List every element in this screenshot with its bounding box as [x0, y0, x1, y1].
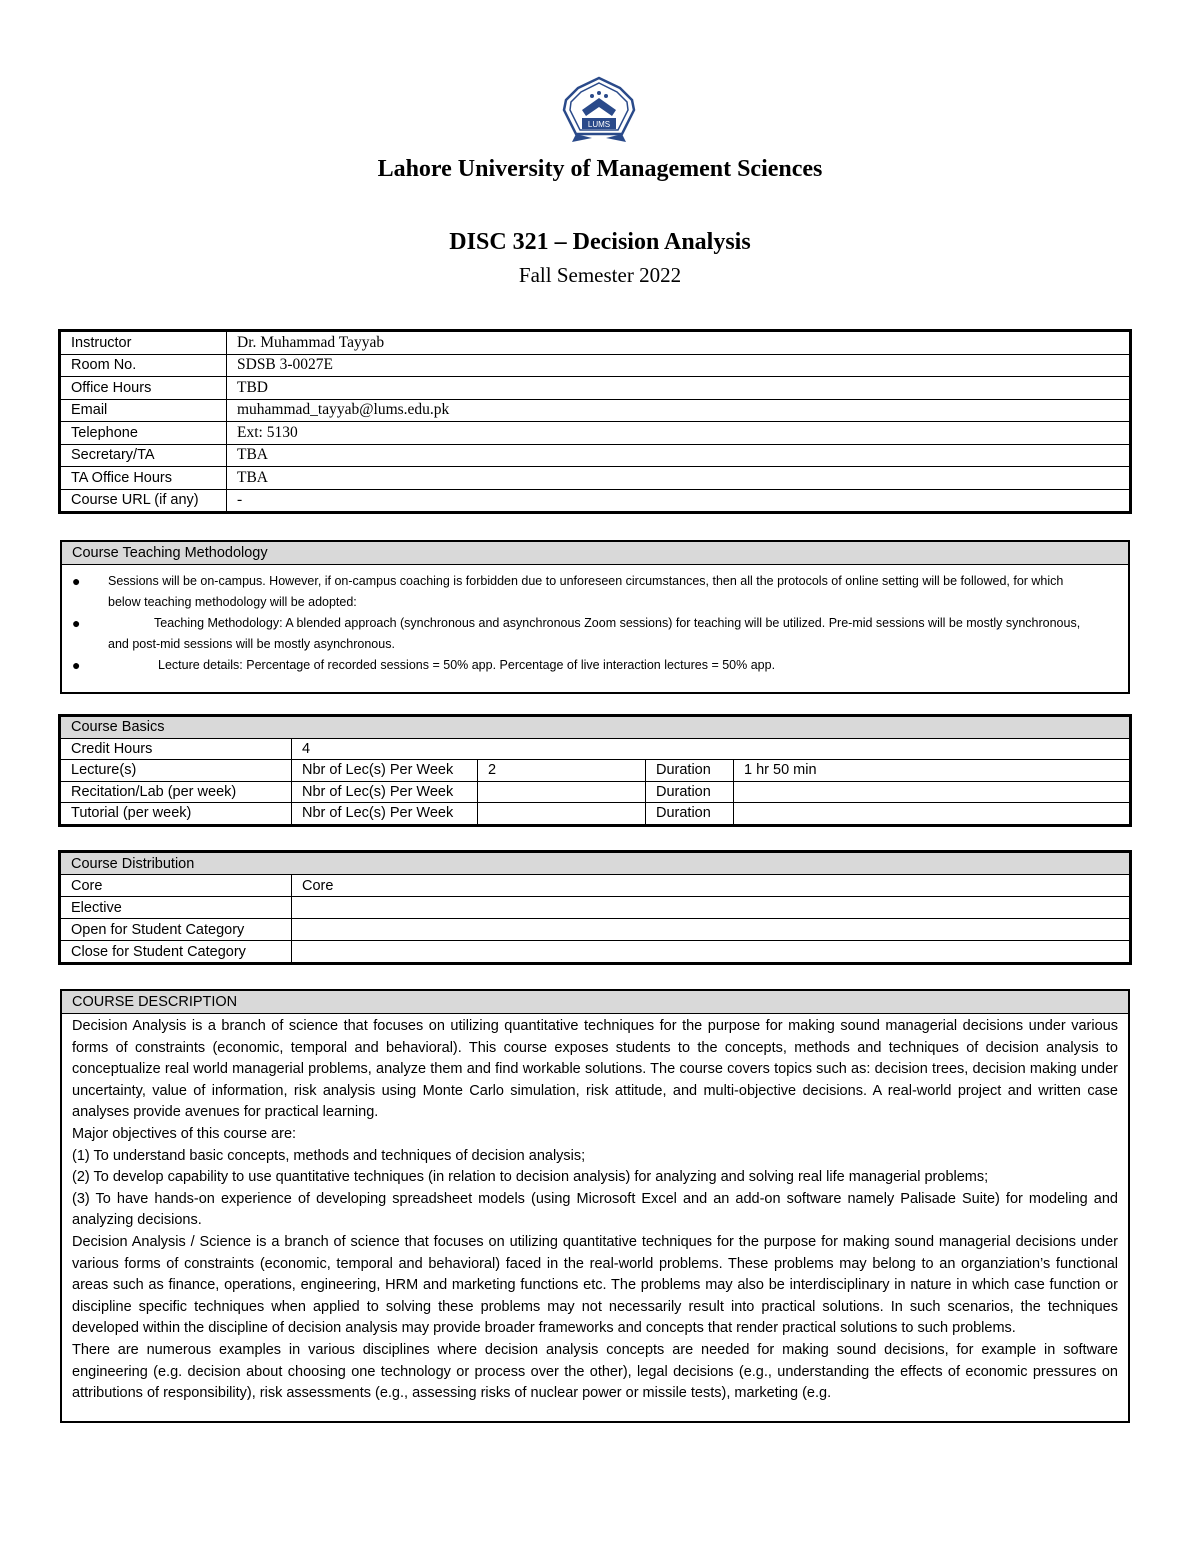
info-label: Instructor: [61, 332, 227, 355]
table-row: [61, 332, 1130, 355]
info-label: Email: [61, 399, 227, 422]
table-row: Elective: [61, 897, 1130, 919]
section-heading: Course Teaching Methodology: [62, 542, 1128, 565]
description-paragraph: (2) To develop capability to use quantitative techniques (in relation to decision analysis) for analyzing and solving real life managerial problems;: [72, 1169, 989, 1186]
semester: Fall Semester 2022: [518, 263, 682, 287]
description-paragraph: Decision Analysis / Science is a branch of science that focuses on utilizing quantitative techniques for the purpose for making sound managerial decisions under various forms of constraints (economic, temporal and behavioral) faced in the real-world problems. These problems may belong to an organziation’s functional areas such as finance, operations, engineering, HRM and marketing functions etc. The problems may also be interdisciplinary in nature in which case function or discipline specific techniques when applied to solving these problems may not necessarily result into practical solutions. In such scenarios, the techniques developed within the discipline of decision analysis may provide broader frameworks and concepts that render practical solutions to such problems.: [72, 1233, 1118, 1337]
table-row: Recitation/Lab (per week) Nbr of Lec(s) Per Week Duration: [61, 781, 1130, 803]
description-paragraph: There are numerous examples in various disciplines where decision analysis concepts are needed for making sound decisions, for example in software engineering (e.g. decision about choosing one technology or process over the other), legal decisions (e.g., understanding the effects of economic pressures on attributions of responsibility), risk assessments (e.g., assessing risks of nuclear power or missile tests), marketing (e.g.: [72, 1341, 1118, 1402]
table-row: Core Core: [61, 875, 1130, 897]
info-value: TBD: [227, 377, 1130, 400]
table-row: Lecture(s) Nbr of Lec(s) Per Week 2 Duration 1 hr 50 min: [61, 760, 1130, 782]
table-row: Tutorial (per week) Nbr of Lec(s) Per Week Duration: [61, 803, 1130, 825]
course-title: DISC 321 – Decision Analysis: [449, 229, 751, 255]
info-label: Room No.: [61, 354, 227, 377]
description-paragraph: (1) To understand basic concepts, methods and techniques of decision analysis;: [72, 1147, 586, 1164]
bullet-icon: ●: [72, 573, 81, 589]
table-row: [61, 354, 1130, 377]
info-label: TA Office Hours: [61, 467, 227, 490]
lums-logo: [552, 76, 646, 146]
table-row: [61, 444, 1130, 467]
table-row: [61, 377, 1130, 400]
instructor-info-table: [60, 331, 1130, 512]
info-value: Dr. Muhammad Tayyab: [227, 332, 1130, 355]
section-heading: Course Basics: [61, 717, 1130, 739]
course-distribution-table: [60, 852, 1130, 963]
info-value: TBA: [227, 444, 1130, 467]
info-value: -: [227, 489, 1130, 512]
list-item: ● Sessions will be on-campus. However, if on-campus coaching is forbidden due to unforeseen circumstances, then all the protocols of online setting will be followed, for which below teaching methodology will be adopted:: [72, 573, 1064, 609]
table-row: Credit Hours 4: [61, 738, 1130, 760]
description-paragraph: (3) To have hands-on experience of developing spreadsheet models (using Microsoft Excel and an add-on software namely Palisade Suite) for modeling and analyzing decisions.: [72, 1190, 1118, 1229]
table-row: [61, 489, 1130, 512]
info-label: Course URL (if any): [61, 489, 227, 512]
info-value: TBA: [227, 467, 1130, 490]
info-value: SDSB 3-0027E: [227, 354, 1130, 377]
section-heading: Course Distribution: [61, 853, 1130, 875]
table-row: Open for Student Category: [61, 919, 1130, 941]
bullet-icon: ●: [72, 615, 81, 631]
course-basics-table: [60, 716, 1130, 825]
info-value: muhammad_tayyab@lums.edu.pk: [227, 399, 1130, 422]
table-row: [61, 467, 1130, 490]
section-heading: COURSE DESCRIPTION: [62, 991, 1128, 1014]
description-paragraph: Major objectives of this course are:: [72, 1125, 297, 1142]
bullet-icon: ●: [72, 657, 81, 673]
description-paragraph: Decision Analysis is a branch of science that focuses on utilizing quantitative techniques for the purpose for making sound managerial decisions under various forms of constraints (economic, temporal and behavioral). This course exposes students to the concepts, methods and techniques of decision analysis to conceptualize real world managerial problems, analyze them and find workable solutions. The course covers topics such as: decision trees, decision making under uncertainty, value of information, risk analysis using Monte Carlo simulation, risk attitude, and multi-objective decisions. A real-world project and written case analyses provide avenues for practical learning.: [72, 1018, 1118, 1121]
university-title: Lahore University of Management Sciences: [377, 156, 823, 182]
info-label: Secretary/TA: [61, 444, 227, 467]
list-item: ● Teaching Methodology: A blended approach (synchronous and asynchronous Zoom sessions) for teaching will be utilized. Pre-mid sessions will be mostly synchronous, and post-mid sessions will be mostly asynchronous.: [72, 615, 1081, 651]
info-value: Ext: 5130: [227, 422, 1130, 445]
table-row: Close for Student Category: [61, 941, 1130, 963]
logo-text: LUMS: [587, 120, 611, 129]
teaching-methodology-section: [60, 540, 1130, 694]
list-item: ● Lecture details: Percentage of recorded sessions = 50% app. Percentage of live interaction lectures = 50% app.: [62, 655, 1128, 676]
course-description-section: [60, 989, 1130, 1423]
info-label: Telephone: [61, 422, 227, 445]
info-label: Office Hours: [61, 377, 227, 400]
methodology-list: [62, 571, 1128, 676]
table-row: [61, 422, 1130, 445]
table-header-row: [61, 717, 1130, 739]
description-body: [62, 1014, 1128, 1405]
table-header-row: [61, 853, 1130, 875]
table-row: [61, 399, 1130, 422]
